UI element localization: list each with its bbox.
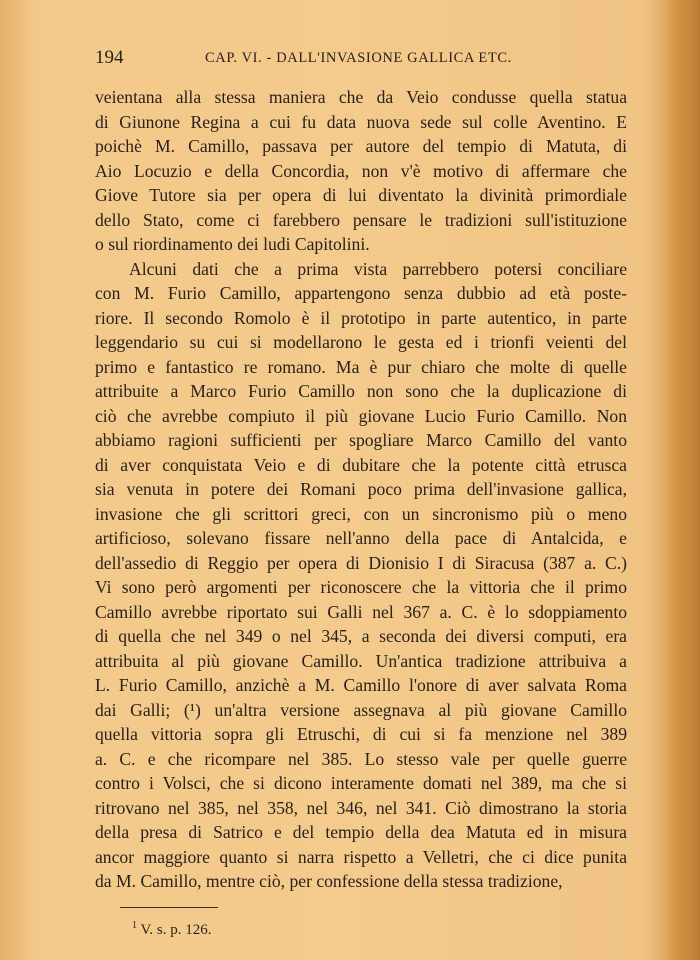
text-line: L. Furio Camillo, anzichè a M. Camillo l'onore di aver salvata Roma [95,675,627,695]
text-line: leggendario su cui si modellarono le gesta ed i trionfi veienti del [95,332,627,352]
text-line: attribuita al più giovane Camillo. Un'antica tradizione attribuiva a [95,650,627,671]
text-line: o sul riordinamento dei ludi Capitolini. [95,234,370,254]
text-line: Camillo avrebbe riportato sui Galli nel 367 a. C. è lo sdoppiamento [95,601,627,622]
footnote [132,920,211,939]
paragraph-1 [95,85,627,257]
text-line: a. C. e che ricompare nel 385. Lo stesso vale per quelle guerre [95,748,627,769]
text-line: dello Stato, come ci farebbero pensare le tradizioni sull'istituzione [95,209,627,230]
text-line: Aio Locuzio e della Concordia, non v'è motivo di affermare che [95,160,627,181]
text-line: dai Galli; (¹) un'altra versione assegnava al più giovane Camillo [95,699,627,720]
footnote-text: V. s. p. 126. [140,922,212,938]
running-head [95,47,627,71]
text-line: di aver conquistata Veio e di dubitare che la potente città etrusca [95,454,627,475]
text-line: dell'assedio di Reggio per opera di Dionisio I di Siracusa (387 a. C.) [95,552,627,573]
text-line: Alcuni dati che a prima vista parrebbero potersi conciliare [129,258,627,279]
text-line: Giove Tutore sia per opera di lui diventato la divinità primordiale [95,185,627,205]
text-line: di quella che nel 349 o nel 345, a seconda dei diversi computi, era [95,626,627,646]
text-line: della presa di Satrico e del tempio della dea Matuta ed in misura [95,822,627,842]
page-number: 194 [95,47,124,68]
text-line: sia venuta in potere dei Romani poco prima dell'invasione gallica, [95,479,627,499]
paragraph-2 [95,257,627,894]
footnote-marker: 1 [132,920,137,931]
page-gutter-shadow [0,0,28,960]
text-line: artificioso, solevano fissare nell'anno della pace di Antalcida, e [95,528,627,548]
text-line: abbiamo ragioni sufficienti per spogliare Marco Camillo del vanto [95,430,627,450]
footnote-rule [120,907,218,908]
text-line: Vi sono però argomenti per riconoscere che la vittoria che il primo [95,577,627,597]
text-line: con M. Furio Camillo, appartengono senza dubbio ad età poste- [95,283,627,303]
body-text [95,85,627,894]
text-line: quella vittoria sopra gli Etruschi, di cui si fa menzione nel 389 [95,724,627,744]
text-line: poichè M. Camillo, passava per autore del tempio di Matuta, di [95,136,627,156]
text-line: di Giunone Regina a cui fu data nuova sede sul colle Aventino. E [95,111,627,132]
text-line: ciò che avrebbe compiuto il più giovane Lucio Furio Camillo. Non [95,405,627,426]
text-line: ritrovano nel 385, nel 358, nel 346, nel 341. Ciò dimostrano la storia [95,797,627,818]
text-line: contro i Volsci, che si dicono interamente domati nel 389, ma che si [95,773,627,793]
text-line: primo e fantastico re romano. Ma è pur chiaro che molte di quelle [95,356,627,377]
text-line: riore. Il secondo Romolo è il prototipo in parte autentico, in parte [95,307,627,328]
page-edge-shadow [666,0,700,960]
text-line: da M. Camillo, mentre ciò, per confessione della stessa tradizione, [95,871,563,891]
text-line: invasione che gli scrittori greci, con un sincronismo più o meno [95,503,627,524]
text-line: veientana alla stessa maniera che da Veio condusse quella statua [95,87,627,107]
text-line: attribuite a Marco Furio Camillo non sono che la duplicazione di [95,381,627,401]
text-line: ancor maggiore quanto si narra rispetto a Velletri, che ci dice punita [95,846,627,867]
chapter-title: CAP. VI. - DALL'INVASIONE GALLICA ETC. [205,50,512,66]
